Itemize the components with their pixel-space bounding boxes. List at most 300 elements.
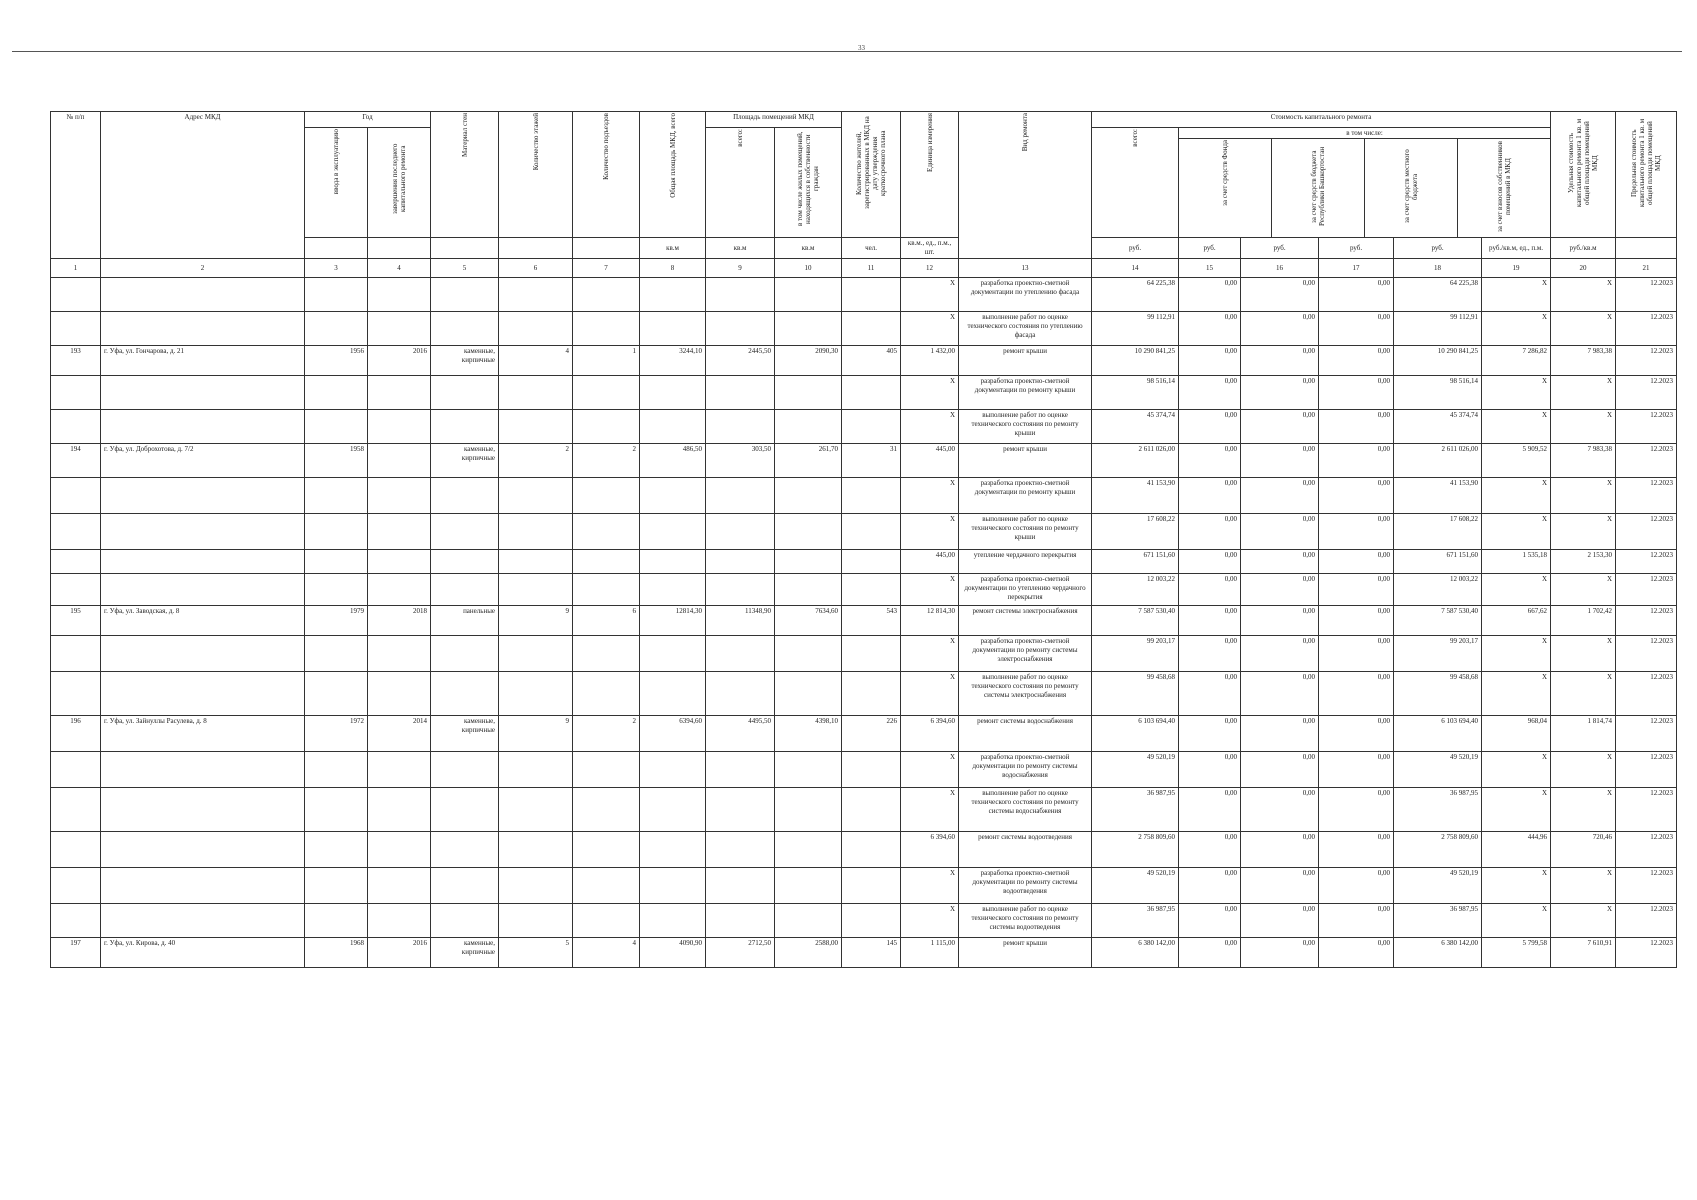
cell-res [842, 832, 901, 868]
cell-area: 12814,30 [640, 606, 706, 636]
cell-pt [706, 636, 775, 672]
cell-pt: 4495,50 [706, 716, 775, 752]
cell-unit: 445,00 [901, 444, 959, 478]
table-row [51, 868, 1677, 904]
cell-area [640, 550, 706, 574]
cell-area [640, 478, 706, 514]
cell-floors [499, 478, 573, 514]
cell-res [842, 868, 901, 904]
cell-pr [775, 636, 842, 672]
cell-y1 [305, 514, 368, 550]
cell-ent [573, 278, 640, 312]
header-num: № п/п [51, 112, 101, 259]
cell-own: 10 290 841,25 [1394, 346, 1482, 376]
cell-total: 98 516,14 [1092, 376, 1179, 410]
cell-mc: 7 983,38 [1551, 444, 1616, 478]
cell-ent [573, 514, 640, 550]
cell-ent [573, 868, 640, 904]
cell-total: 671 151,60 [1092, 550, 1179, 574]
cell-fund: 0,00 [1179, 312, 1241, 346]
unit-cell: руб./кв.м [1551, 238, 1616, 259]
cell-rep: 0,00 [1241, 478, 1319, 514]
cell-type: выполнение работ по оценке технического состояния по утеплению фасада [959, 312, 1092, 346]
cell-rep: 0,00 [1241, 788, 1319, 832]
cell-uc: 5 799,58 [1482, 938, 1551, 968]
cell-res [842, 376, 901, 410]
cell-uc: Х [1482, 478, 1551, 514]
cell-type: ремонт системы водоснабжения [959, 716, 1092, 752]
cell-y2: 2014 [368, 716, 431, 752]
cell-fund: 0,00 [1179, 636, 1241, 672]
cell-rep: 0,00 [1241, 574, 1319, 606]
cell-unit: Х [901, 278, 959, 312]
cell-total: 17 608,22 [1092, 514, 1179, 550]
cell-fund: 0,00 [1179, 376, 1241, 410]
cell-loc: 0,00 [1319, 376, 1394, 410]
cell-num [51, 832, 101, 868]
header-year-group: Год [305, 112, 431, 128]
cell-y1 [305, 904, 368, 938]
cell-fund: 0,00 [1179, 672, 1241, 716]
cell-loc: 0,00 [1319, 606, 1394, 636]
cell-fund: 0,00 [1179, 514, 1241, 550]
cell-address: г. Уфа, ул. Кирова, д. 40 [101, 938, 305, 968]
cell-type: выполнение работ по оценке технического состояния по ремонту крыши [959, 410, 1092, 444]
cell-unit: Х [901, 312, 959, 346]
cell-y1: 1956 [305, 346, 368, 376]
cell-mc: Х [1551, 312, 1616, 346]
cell-type: ремонт крыши [959, 938, 1092, 968]
cell-wall [431, 312, 499, 346]
cell-date: 12.2023 [1616, 574, 1677, 606]
unit-cell: кв.м., ед., п.м., шт. [901, 238, 959, 259]
table-row [51, 444, 1677, 478]
cell-y2 [368, 478, 431, 514]
cell-pr: 7634,60 [775, 606, 842, 636]
cell-type: ремонт крыши [959, 346, 1092, 376]
cell-loc: 0,00 [1319, 478, 1394, 514]
cell-res [842, 514, 901, 550]
cell-pr [775, 278, 842, 312]
cell-num [51, 410, 101, 444]
column-number-cell: 13 [959, 259, 1092, 278]
cell-rep: 0,00 [1241, 550, 1319, 574]
cell-pr: 2090,30 [775, 346, 842, 376]
cell-ent [573, 312, 640, 346]
column-number-cell: 5 [431, 259, 499, 278]
cell-num [51, 376, 101, 410]
cell-loc: 0,00 [1319, 868, 1394, 904]
column-number-cell: 17 [1319, 259, 1394, 278]
cell-address [101, 636, 305, 672]
cell-address: г. Уфа, ул. Зайнуллы Расулева, д. 8 [101, 716, 305, 752]
unit-cell: руб. [1179, 238, 1241, 259]
cell-pt [706, 514, 775, 550]
cell-loc: 0,00 [1319, 788, 1394, 832]
cell-area: 6394,60 [640, 716, 706, 752]
cell-uc: Х [1482, 636, 1551, 672]
cell-y1 [305, 788, 368, 832]
cell-y2 [368, 376, 431, 410]
cell-mc: Х [1551, 410, 1616, 444]
cell-y2 [368, 672, 431, 716]
cell-type: выполнение работ по оценке технического состояния по ремонту системы водоснабжения [959, 788, 1092, 832]
cell-y2 [368, 278, 431, 312]
cell-type: ремонт системы электроснабжения [959, 606, 1092, 636]
cell-total: 99 203,17 [1092, 636, 1179, 672]
cell-res [842, 752, 901, 788]
cell-rep: 0,00 [1241, 606, 1319, 636]
cell-ent: 1 [573, 346, 640, 376]
cell-total: 45 374,74 [1092, 410, 1179, 444]
cell-wall [431, 278, 499, 312]
cell-y1 [305, 278, 368, 312]
page-top-rule [12, 51, 1682, 52]
cell-unit: Х [901, 868, 959, 904]
cell-ent [573, 550, 640, 574]
cell-wall: каменные, кирпичные [431, 444, 499, 478]
cell-wall [431, 904, 499, 938]
cell-total: 10 290 841,25 [1092, 346, 1179, 376]
cell-total: 6 103 694,40 [1092, 716, 1179, 752]
cell-own: 6 380 142,00 [1394, 938, 1482, 968]
cell-mc: 2 153,30 [1551, 550, 1616, 574]
cell-res: 405 [842, 346, 901, 376]
cell-num: 195 [51, 606, 101, 636]
cell-y1: 1958 [305, 444, 368, 478]
column-number-cell: 11 [842, 259, 901, 278]
cell-type: разработка проектно-сметной документации по ремонту системы водоснабжения [959, 752, 1092, 788]
cell-ent: 2 [573, 444, 640, 478]
cell-y2: 2018 [368, 606, 431, 636]
header-residents: Количество жителей, зарегистрированных в МКД на дату утверждения краткосрочного плана [842, 112, 901, 238]
column-number-cell: 21 [1616, 259, 1677, 278]
cell-type: разработка проектно-сметной документации по утеплению чердачного перекрытия [959, 574, 1092, 606]
cell-unit: 6 394,60 [901, 716, 959, 752]
cell-rep: 0,00 [1241, 868, 1319, 904]
cell-pr [775, 672, 842, 716]
cell-mc: 720,46 [1551, 832, 1616, 868]
cell-rep: 0,00 [1241, 904, 1319, 938]
cell-pr [775, 868, 842, 904]
table-row [51, 514, 1677, 550]
cell-wall [431, 574, 499, 606]
cell-res [842, 904, 901, 938]
table-row [51, 672, 1677, 716]
cell-uc: Х [1482, 410, 1551, 444]
cell-num: 197 [51, 938, 101, 968]
cell-loc: 0,00 [1319, 444, 1394, 478]
cell-fund: 0,00 [1179, 868, 1241, 904]
cell-y2 [368, 444, 431, 478]
cell-date: 12.2023 [1616, 376, 1677, 410]
cell-floors [499, 376, 573, 410]
cell-own: 671 151,60 [1394, 550, 1482, 574]
cell-unit: Х [901, 636, 959, 672]
cell-rep: 0,00 [1241, 278, 1319, 312]
column-number-cell: 20 [1551, 259, 1616, 278]
cell-fund: 0,00 [1179, 278, 1241, 312]
cell-unit: Х [901, 410, 959, 444]
table-row [51, 278, 1677, 312]
cell-num [51, 636, 101, 672]
cell-mc: Х [1551, 636, 1616, 672]
unit-cell [431, 238, 499, 259]
column-number-cell: 18 [1394, 259, 1482, 278]
cell-wall: каменные, кирпичные [431, 938, 499, 968]
cell-pt [706, 752, 775, 788]
unit-cell: руб. [1319, 238, 1394, 259]
cell-own: 99 112,91 [1394, 312, 1482, 346]
cell-total: 41 153,90 [1092, 478, 1179, 514]
cell-y2: 2016 [368, 938, 431, 968]
cell-pt: 11348,90 [706, 606, 775, 636]
cell-fund: 0,00 [1179, 444, 1241, 478]
cell-num: 193 [51, 346, 101, 376]
cell-date: 12.2023 [1616, 788, 1677, 832]
cell-unit: Х [901, 752, 959, 788]
table-row [51, 716, 1677, 752]
cell-own: 99 203,17 [1394, 636, 1482, 672]
cell-uc: 667,62 [1482, 606, 1551, 636]
column-number-cell: 19 [1482, 259, 1551, 278]
cell-date: 12.2023 [1616, 672, 1677, 716]
cell-total: 49 520,19 [1092, 868, 1179, 904]
cell-pt [706, 478, 775, 514]
cell-pr [775, 376, 842, 410]
cell-mc: Х [1551, 574, 1616, 606]
cell-area: 486,50 [640, 444, 706, 478]
cell-area [640, 752, 706, 788]
cell-res: 226 [842, 716, 901, 752]
cell-loc: 0,00 [1319, 832, 1394, 868]
cell-res [842, 550, 901, 574]
table-row [51, 788, 1677, 832]
cell-pt [706, 904, 775, 938]
cell-y2 [368, 868, 431, 904]
cell-fund: 0,00 [1179, 716, 1241, 752]
cell-address [101, 832, 305, 868]
cell-address [101, 752, 305, 788]
cell-address [101, 312, 305, 346]
table-row [51, 376, 1677, 410]
cell-pr [775, 574, 842, 606]
cell-total: 64 225,38 [1092, 278, 1179, 312]
cell-rep: 0,00 [1241, 716, 1319, 752]
cell-res [842, 410, 901, 444]
cell-date: 12.2023 [1616, 904, 1677, 938]
cell-pt [706, 788, 775, 832]
cell-loc: 0,00 [1319, 574, 1394, 606]
cell-mc: Х [1551, 278, 1616, 312]
cell-pr [775, 788, 842, 832]
cell-floors [499, 278, 573, 312]
cell-pt [706, 278, 775, 312]
cell-num [51, 788, 101, 832]
cell-pt [706, 312, 775, 346]
cell-loc: 0,00 [1319, 550, 1394, 574]
cell-ent [573, 672, 640, 716]
cell-fund: 0,00 [1179, 478, 1241, 514]
column-number-cell: 2 [101, 259, 305, 278]
unit-cell [573, 238, 640, 259]
cell-res: 31 [842, 444, 901, 478]
unit-cell: кв.м [775, 238, 842, 259]
cell-pr [775, 832, 842, 868]
cell-date: 12.2023 [1616, 868, 1677, 904]
cell-area [640, 904, 706, 938]
unit-cell: руб. [1394, 238, 1482, 259]
cell-loc: 0,00 [1319, 636, 1394, 672]
cell-total: 2 611 026,00 [1092, 444, 1179, 478]
cell-mc: 7 610,91 [1551, 938, 1616, 968]
table-row [51, 752, 1677, 788]
cell-wall [431, 410, 499, 444]
cell-total: 7 587 530,40 [1092, 606, 1179, 636]
cell-pr [775, 410, 842, 444]
header-wall-material: Материал стен [431, 112, 499, 238]
cell-type: выполнение работ по оценке технического состояния по ремонту системы электроснабжения [959, 672, 1092, 716]
cell-floors [499, 832, 573, 868]
table-row [51, 478, 1677, 514]
cell-uc: Х [1482, 278, 1551, 312]
cell-fund: 0,00 [1179, 346, 1241, 376]
cell-num [51, 478, 101, 514]
cell-area [640, 868, 706, 904]
cell-own: 36 987,95 [1394, 788, 1482, 832]
cell-address [101, 672, 305, 716]
cell-num: 196 [51, 716, 101, 752]
cell-own: 17 608,22 [1394, 514, 1482, 550]
cell-rep: 0,00 [1241, 938, 1319, 968]
unit-cell [305, 238, 368, 259]
cell-mc: 1 702,42 [1551, 606, 1616, 636]
cell-area [640, 376, 706, 410]
cell-address [101, 278, 305, 312]
unit-cell [368, 238, 431, 259]
cell-wall: каменные, кирпичные [431, 346, 499, 376]
table-row [51, 636, 1677, 672]
cell-uc: Х [1482, 312, 1551, 346]
table-row [51, 312, 1677, 346]
cell-wall [431, 832, 499, 868]
cell-uc: Х [1482, 904, 1551, 938]
cell-num [51, 904, 101, 938]
cell-rep: 0,00 [1241, 752, 1319, 788]
cell-address [101, 478, 305, 514]
column-number-cell: 6 [499, 259, 573, 278]
cell-res: 145 [842, 938, 901, 968]
cell-total: 2 758 809,60 [1092, 832, 1179, 868]
cell-type: выполнение работ по оценке технического состояния по ремонту системы водоотведения [959, 904, 1092, 938]
cell-fund: 0,00 [1179, 574, 1241, 606]
cell-uc: 1 535,18 [1482, 550, 1551, 574]
cell-pt: 2712,50 [706, 938, 775, 968]
unit-cell: руб. [1241, 238, 1319, 259]
cell-ent [573, 410, 640, 444]
table-row [51, 346, 1677, 376]
cell-pt: 2445,50 [706, 346, 775, 376]
cell-date: 12.2023 [1616, 514, 1677, 550]
cell-unit: Х [901, 376, 959, 410]
cell-wall: каменные, кирпичные [431, 716, 499, 752]
cell-y1 [305, 752, 368, 788]
header-incl-block [1179, 128, 1551, 238]
cell-own: 7 587 530,40 [1394, 606, 1482, 636]
cell-res [842, 478, 901, 514]
cell-loc: 0,00 [1319, 672, 1394, 716]
cell-ent [573, 478, 640, 514]
cell-type: разработка проектно-сметной документации по ремонту крыши [959, 376, 1092, 410]
header-unit-measure: Единица измерения [901, 112, 959, 238]
cell-total: 99 458,68 [1092, 672, 1179, 716]
cell-pr: 261,70 [775, 444, 842, 478]
cell-ent [573, 376, 640, 410]
cell-address [101, 376, 305, 410]
cell-date: 12.2023 [1616, 312, 1677, 346]
cell-y2: 2016 [368, 346, 431, 376]
cell-pr [775, 550, 842, 574]
table-row [51, 938, 1677, 968]
cell-y2 [368, 312, 431, 346]
cell-mc: Х [1551, 904, 1616, 938]
cell-date: 12.2023 [1616, 752, 1677, 788]
cell-rep: 0,00 [1241, 636, 1319, 672]
cell-total: 6 380 142,00 [1092, 938, 1179, 968]
unit-cell: руб. [1092, 238, 1179, 259]
cell-y1: 1972 [305, 716, 368, 752]
cell-fund: 0,00 [1179, 752, 1241, 788]
unit-cell: чел. [842, 238, 901, 259]
cell-floors: 2 [499, 444, 573, 478]
cell-unit: Х [901, 904, 959, 938]
cell-pr: 2588,00 [775, 938, 842, 968]
cell-fund: 0,00 [1179, 788, 1241, 832]
cell-address [101, 550, 305, 574]
unit-cell [499, 238, 573, 259]
cell-mc: Х [1551, 868, 1616, 904]
cell-loc: 0,00 [1319, 346, 1394, 376]
column-number-cell: 8 [640, 259, 706, 278]
cell-floors [499, 550, 573, 574]
cell-unit: Х [901, 788, 959, 832]
cell-address [101, 904, 305, 938]
header-total-area: Общая площадь МКД, всего [640, 112, 706, 238]
cell-res [842, 636, 901, 672]
column-number-cell: 16 [1241, 259, 1319, 278]
cell-type: разработка проектно-сметной документации по утеплению фасада [959, 278, 1092, 312]
cell-fund: 0,00 [1179, 606, 1241, 636]
cell-floors [499, 514, 573, 550]
cell-res: 543 [842, 606, 901, 636]
cell-rep: 0,00 [1241, 410, 1319, 444]
cell-uc: 444,96 [1482, 832, 1551, 868]
cell-wall [431, 478, 499, 514]
cell-y1: 1979 [305, 606, 368, 636]
cell-floors [499, 672, 573, 716]
cell-date: 12.2023 [1616, 410, 1677, 444]
cell-unit: 445,00 [901, 550, 959, 574]
table-row [51, 606, 1677, 636]
cell-uc: 968,04 [1482, 716, 1551, 752]
column-number-cell: 7 [573, 259, 640, 278]
cell-num [51, 278, 101, 312]
cell-ent: 6 [573, 606, 640, 636]
cell-own: 2 758 809,60 [1394, 832, 1482, 868]
cell-date: 12.2023 [1616, 716, 1677, 752]
cell-num [51, 312, 101, 346]
cell-wall [431, 788, 499, 832]
